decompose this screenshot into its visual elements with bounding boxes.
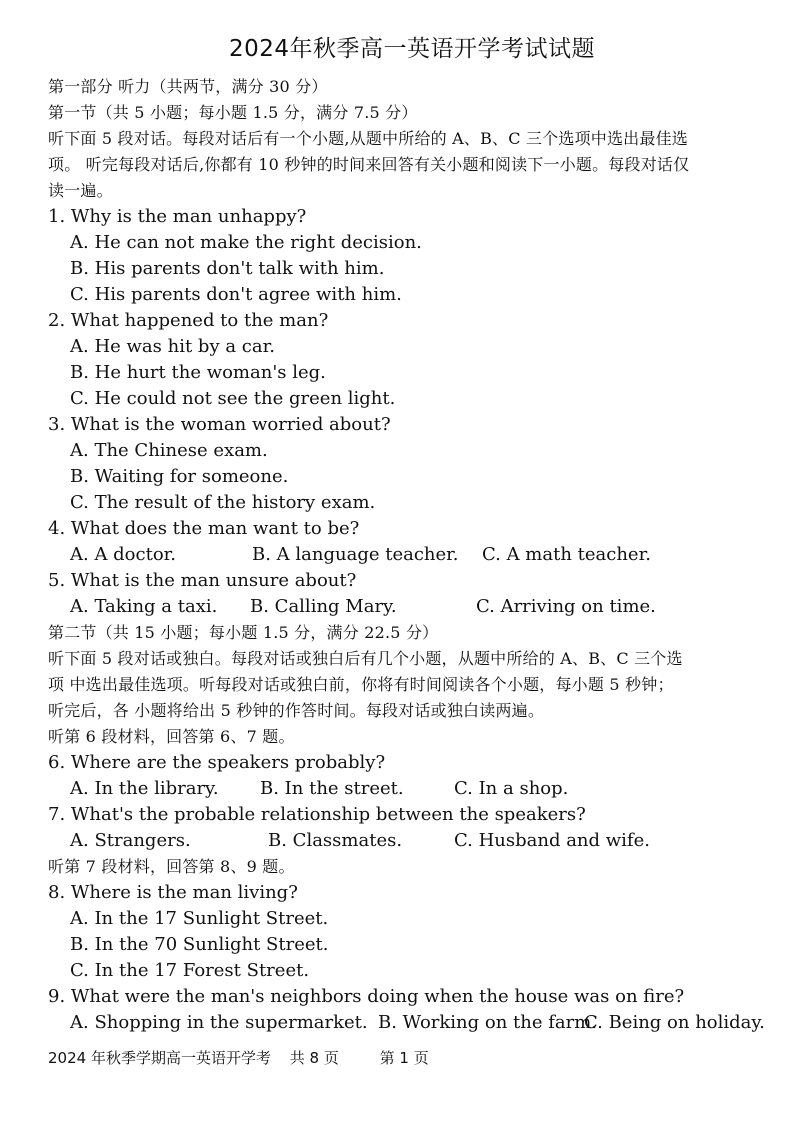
section1-heading: 第一节（共 5 小题；每小题 1.5 分，满分 7.5 分） <box>48 103 418 122</box>
section2-heading: 第二节（共 15 小题；每小题 1.5 分，满分 22.5 分） <box>48 623 439 642</box>
option: C. A math teacher. <box>482 544 651 565</box>
question-6: 6. Where are the speakers probably? <box>48 752 386 773</box>
part1-heading: 第一部分 听力（共两节，满分 30 分） <box>48 77 328 96</box>
option: C. The result of the history exam. <box>70 492 376 513</box>
option: B. Waiting for someone. <box>70 466 289 487</box>
option: B. Classmates. <box>268 830 403 851</box>
content <box>48 74 794 1036</box>
option: A. The Chinese exam. <box>70 440 268 461</box>
option: C. Husband and wife. <box>454 830 650 851</box>
question-5: 5. What is the man unsure about? <box>48 570 357 591</box>
option: C. In the 17 Forest Street. <box>70 960 310 981</box>
option: B. In the street. <box>260 778 404 799</box>
option: B. His parents don't talk with him. <box>70 258 385 279</box>
option: B. In the 70 Sunlight Street. <box>70 934 329 955</box>
footer-total-pages: 共 8 页 <box>289 1049 339 1067</box>
option: A. A doctor. <box>70 544 177 565</box>
page-footer <box>48 1045 429 1071</box>
footer-exam-name: 2024 年秋季学期高一英语开学考 <box>48 1049 271 1067</box>
question-4: 4. What does the man want to be? <box>48 518 360 539</box>
options-row <box>48 542 794 568</box>
question-3: 3. What is the woman worried about? <box>48 414 391 435</box>
option: C. In a shop. <box>454 778 569 799</box>
options-row <box>48 594 794 620</box>
footer-page-number: 第 1 页 <box>379 1049 429 1067</box>
options-row <box>48 828 794 854</box>
question-1: 1. Why is the man unhappy? <box>48 206 307 227</box>
question-8: 8. Where is the man living? <box>48 882 298 903</box>
options-row <box>48 1010 794 1036</box>
option: B. A language teacher. <box>252 544 459 565</box>
exam-title: 2024年秋季高一英语开学考试试题 <box>228 36 596 62</box>
option: B. Calling Mary. <box>250 596 397 617</box>
option: C. His parents don't agree with him. <box>70 284 402 305</box>
section2-instruction-line: 听完后，各 小题将给出 5 秒钟的作答时间。每段对话或独白读两遍。 <box>48 701 545 720</box>
option: C. Being on holiday. <box>584 1012 765 1033</box>
option: A. Taking a taxi. <box>70 596 218 617</box>
question-9: 9. What were the man's neighbors doing when the house was on fire? <box>48 986 685 1007</box>
option: C. Arriving on time. <box>476 596 656 617</box>
option: A. He was hit by a car. <box>70 336 275 357</box>
material-7-note: 听第 7 段材料，回答第 8、9 题。 <box>48 857 295 876</box>
section1-instruction-line: 听下面 5 段对话。每段对话后有一个小题,从题中所给的 A、B、C 三个选项中选出最佳选 <box>48 129 688 148</box>
option: A. In the library. <box>70 778 219 799</box>
option: A. In the 17 Sunlight Street. <box>70 908 329 929</box>
option: A. Shopping in the supermarket. <box>70 1012 368 1033</box>
option: A. Strangers. <box>70 830 191 851</box>
section2-instruction-line: 听下面 5 段对话或独白。每段对话或独白后有几个小题，从题中所给的 A、B、C 三个选 <box>48 649 683 668</box>
question-2: 2. What happened to the man? <box>48 310 329 331</box>
question-7: 7. What's the probable relationship between the speakers? <box>48 804 586 825</box>
section2-instruction-line: 项 中选出最佳选项。听每段对话或独白前，你将有时间阅读各个小题，每小题 5 秒钟； <box>48 675 674 694</box>
material-6-note: 听第 6 段材料，回答第 6、7 题。 <box>48 727 295 746</box>
section1-instruction-line: 项。 听完每段对话后,你都有 10 秒钟的时间来回答有关小题和阅读下一小题。每段对话仅 <box>48 155 690 174</box>
option: B. Working on the farm. <box>378 1012 598 1033</box>
section1-instruction-line: 读一遍。 <box>48 181 113 200</box>
options-row <box>48 776 794 802</box>
option: B. He hurt the woman's leg. <box>70 362 326 383</box>
option: A. He can not make the right decision. <box>70 232 422 253</box>
option: C. He could not see the green light. <box>70 388 396 409</box>
